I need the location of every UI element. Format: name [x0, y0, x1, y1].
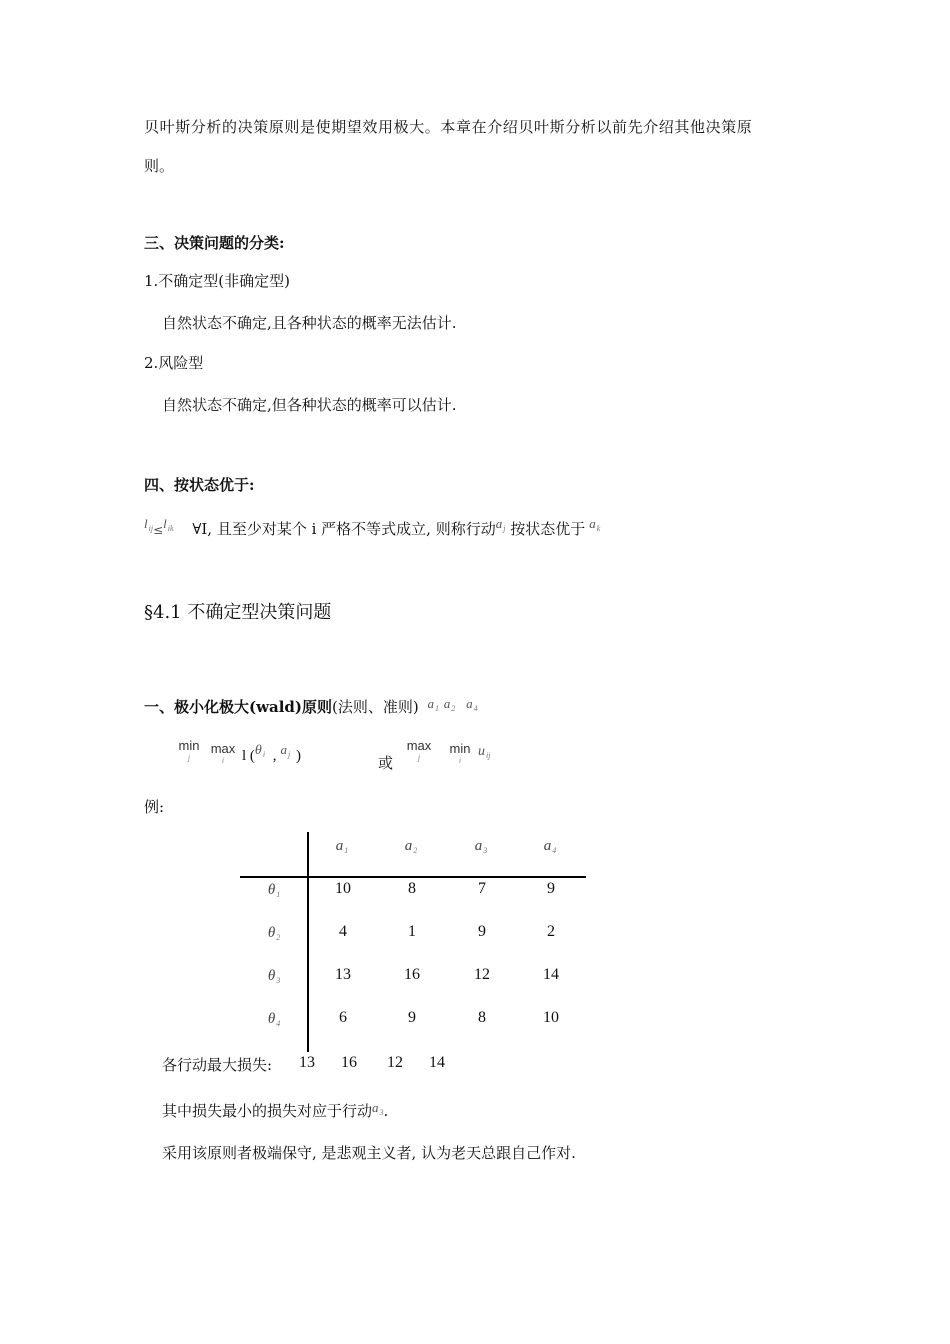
- remark-text: 采用该原则者极端保守, 是悲观主义者, 认为老天总跟自己作对.: [162, 1144, 576, 1162]
- table-cell: 8: [408, 880, 416, 897]
- table-cell: 1: [408, 923, 416, 940]
- table-cell: 4: [339, 923, 347, 940]
- table-cell: 2: [547, 923, 555, 940]
- formula-l-ij: $l_{ij}$: [144, 516, 154, 533]
- intro-line-1: 贝叶斯分析的决策原则是使期望效用极大。本章在介绍贝叶斯分析以前先介绍其他决策原: [144, 118, 753, 136]
- row-label-theta2: $\theta_2$: [267, 925, 281, 942]
- wald-a2: $a_2$: [443, 696, 456, 713]
- loss-function: l ($\theta_i$ , $a_j$ ): [242, 742, 302, 764]
- wald-heading: [144, 696, 478, 717]
- section-title-4-1: §4.1 不确定型决策问题: [144, 602, 332, 623]
- table-cell: 14: [543, 966, 559, 983]
- table-cell: 7: [478, 880, 486, 897]
- formula-le: ≤: [153, 523, 164, 537]
- wald-a1: $a_1$: [427, 696, 440, 713]
- max-operator-2: max j: [406, 738, 432, 762]
- table-horizontal-rule: [240, 876, 586, 878]
- col-header-a3: $a_3$: [474, 838, 488, 855]
- row-label-theta3: $\theta_3$: [267, 968, 281, 985]
- min-operator-2: min i: [449, 741, 471, 765]
- table-cell: 6: [339, 1009, 347, 1026]
- max-loss-value: 12: [387, 1054, 403, 1071]
- wald-heading-normal: (法则、准则): [332, 698, 419, 716]
- dominance-definition: [144, 512, 601, 538]
- item-uncertain-desc: 自然状态不确定,且各种状态的概率无法估计.: [162, 314, 457, 332]
- max-loss-value: 16: [341, 1054, 357, 1071]
- table-cell: 16: [404, 966, 420, 983]
- item-uncertain-title: 1.不确定型(非确定型): [144, 272, 291, 290]
- table-vertical-rule: [307, 832, 309, 1052]
- max-loss-label: 各行动最大损失:: [162, 1056, 273, 1074]
- example-label: 例:: [144, 798, 165, 816]
- table-cell: 10: [543, 1009, 559, 1026]
- max-operator: max i: [210, 741, 236, 765]
- table-cell: 13: [335, 966, 351, 983]
- col-header-a4: $a_4$: [543, 838, 557, 855]
- dominance-text: ∀I, 且至少对某个 i 严格不等式成立, 则称行动: [192, 520, 496, 538]
- row-label-theta1: $\theta_1$: [267, 882, 281, 899]
- table-cell: 9: [478, 923, 486, 940]
- loss-table: [240, 832, 590, 1054]
- max-loss-value: 13: [299, 1054, 315, 1071]
- table-cell: 10: [335, 880, 351, 897]
- section-heading-classification: 三、决策问题的分类:: [144, 234, 285, 252]
- table-cell: 8: [478, 1009, 486, 1026]
- formula-l-ik: $l_{ik}$: [163, 516, 174, 533]
- table-cell: 12: [474, 966, 490, 983]
- wald-a4: $a_4$: [466, 696, 478, 713]
- action-a-j: $a_j$: [495, 516, 506, 533]
- col-header-a2: $a_2$: [404, 838, 418, 855]
- max-loss-value: 14: [429, 1054, 445, 1071]
- action-a-k: $a_k$: [589, 516, 601, 533]
- table-cell: 9: [408, 1009, 416, 1026]
- wald-heading-bold: 一、极小化极大(wald)原则: [144, 698, 333, 716]
- utility-u-ij: $u_{ij}$: [478, 744, 491, 760]
- table-cell: 9: [547, 880, 555, 897]
- dominance-text-2: 按状态优于: [510, 520, 586, 538]
- row-label-theta4: $\theta_4$: [267, 1011, 281, 1028]
- col-header-a1: $a_1$: [335, 838, 349, 855]
- min-operator: min j: [178, 738, 200, 762]
- item-risk-title: 2.风险型: [144, 354, 204, 372]
- section-heading-dominance: 四、按状态优于:: [144, 476, 255, 494]
- item-risk-desc: 自然状态不确定,但各种状态的概率可以估计.: [162, 396, 457, 414]
- or-text: 或: [378, 754, 394, 772]
- minimax-formula: [176, 738, 516, 778]
- conclusion-text: 其中损失最小的损失对应于行动$a_3$.: [162, 1100, 389, 1120]
- intro-line-2: 则。: [144, 157, 175, 175]
